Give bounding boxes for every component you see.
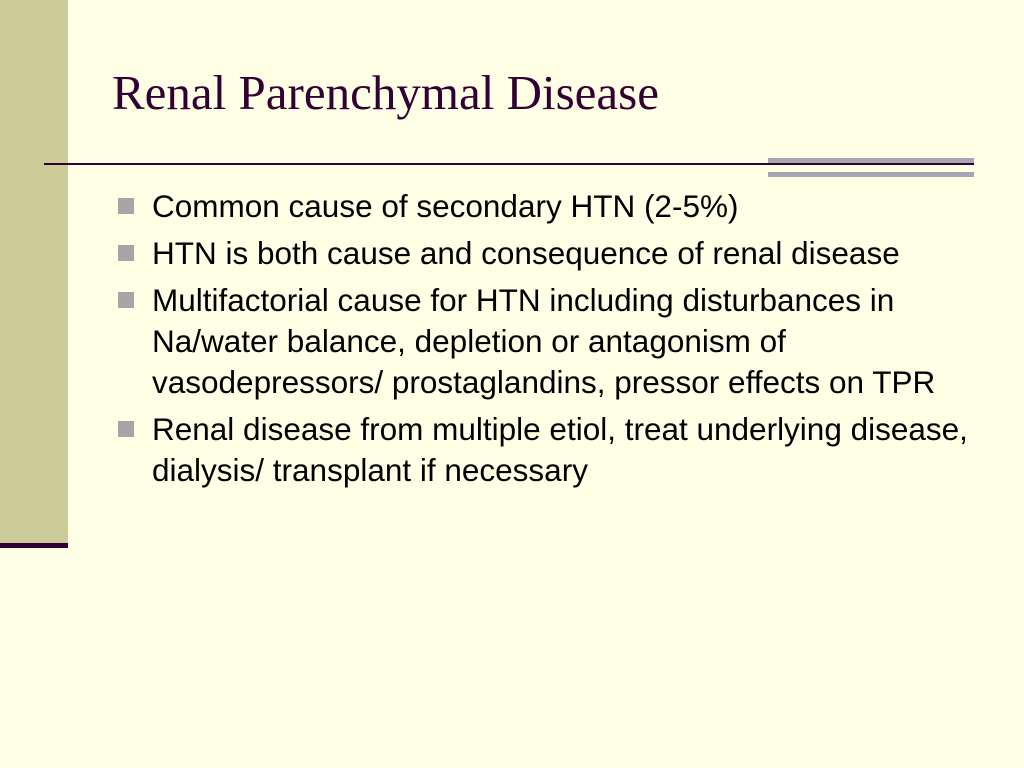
square-bullet-icon xyxy=(118,245,134,261)
left-decorative-band xyxy=(0,0,68,545)
bullet-text: Multifactorial cause for HTN including disturbances in Na/water balance, depletion or antagonism of vasodepressors/ prostaglandins, pressor effects on TPR xyxy=(152,282,936,400)
bullet-text: HTN is both cause and consequence of renal disease xyxy=(152,235,900,271)
bullet-item xyxy=(118,233,978,274)
slide-title: Renal Parenchymal Disease xyxy=(112,65,659,120)
bullet-text: Common cause of secondary HTN (2-5%) xyxy=(152,188,739,224)
square-bullet-icon xyxy=(118,292,134,308)
bullet-item xyxy=(118,186,978,227)
square-bullet-icon xyxy=(118,198,134,214)
title-divider-accent xyxy=(768,158,974,178)
square-bullet-icon xyxy=(118,421,134,437)
bullet-list xyxy=(118,186,978,497)
bullet-item xyxy=(118,409,978,491)
bullet-item xyxy=(118,280,978,403)
bullet-text: Renal disease from multiple etiol, treat underlying disease, dialysis/ transplant if necessary xyxy=(152,411,968,488)
accent-bar-top xyxy=(768,158,974,163)
left-band-underline xyxy=(0,543,68,548)
accent-bar-bottom xyxy=(768,172,974,177)
